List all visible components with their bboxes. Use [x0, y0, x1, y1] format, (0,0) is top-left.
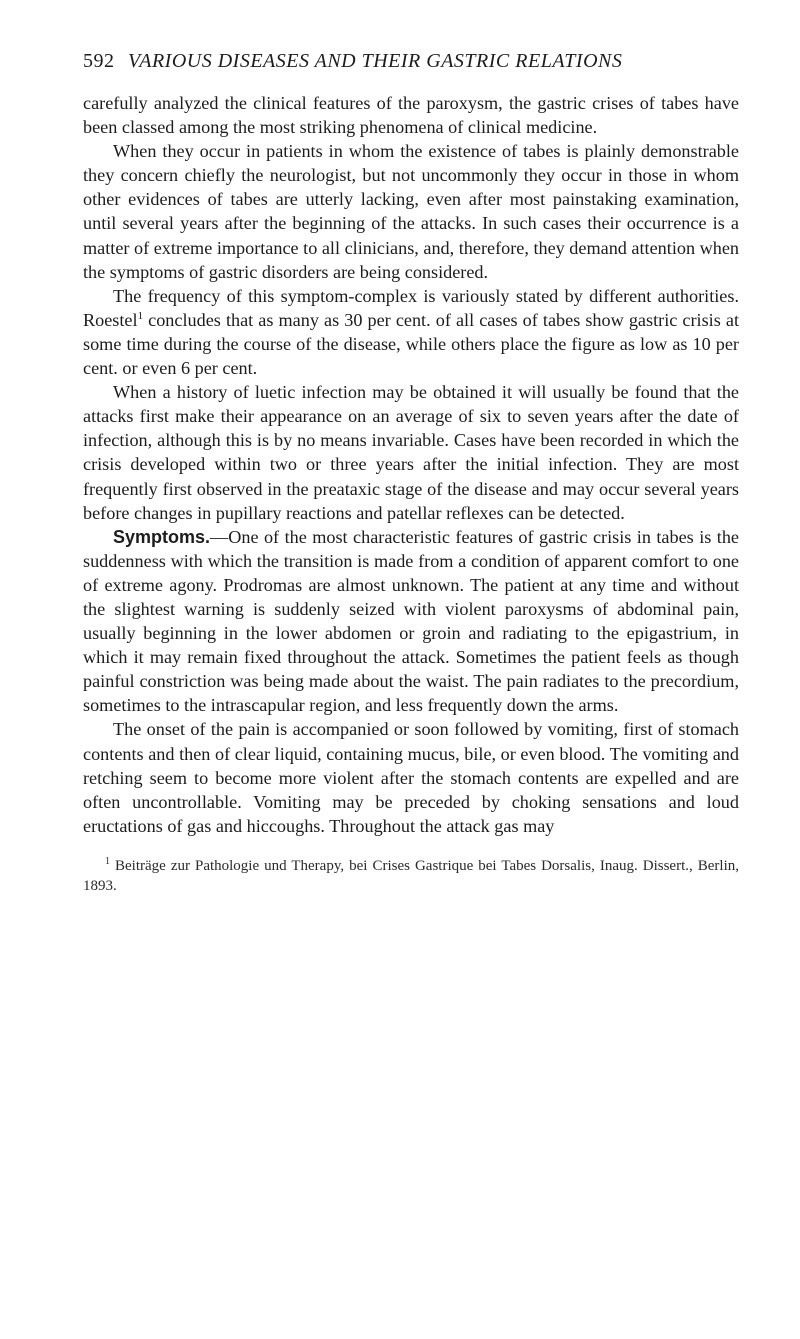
running-header — [83, 50, 739, 73]
frequency-text-before: The frequency of this symptom-complex is variously stated by different authorities. Roestel — [83, 285, 739, 330]
paragraph-tabes-demonstrable: When they occur in patients in whom the existence of tabes is plainly demonstrable they concern chiefly the neurologist, but not uncommonly they occur in those in whom other evidences of tabes are utterly lacking, even after most painstaking examination, until several years after the beginning of the attacks. In such cases their occurrence is a matter of extreme importance to all clinicians, and, therefore, they demand attention when the symptoms of gastric disorders are being considered. — [83, 141, 740, 282]
paragraph-frequency — [83, 284, 739, 380]
footnote-reference: 1 — [137, 309, 144, 322]
footnote — [83, 856, 739, 896]
frequency-text-after: concludes that as many as 30 per cent. of all cases of tabes show gastric crisis at some time during the course of the disease, while others place the figure as low as 10 per cent. or even 6 per cent. — [83, 309, 739, 379]
paragraph-symptoms — [83, 525, 739, 718]
paragraph-continuation: carefully analyzed the clinical features of the paroxysm, the gastric crises of tabes have been classed among the most striking phenomena of clinical medicine. — [83, 93, 739, 138]
footnote-text: Beiträge zur Pathologie und Therapy, bei Crises Gastrique bei Tabes Dorsalis, Inaug. Dissert., Berlin, 1893. — [83, 857, 739, 894]
paragraph-vomiting: The onset of the pain is accompanied or soon followed by vomiting, first of stomach contents and then of clear liquid, containing mucus, bile, or even blood. The vomiting and retching seem to become more violent after the stomach contents are expelled and are often uncontrollable. Vomiting may be preceded by choking sensations and loud eructations of gas and hiccoughs. Throughout the attack gas may — [83, 719, 739, 836]
book-page — [83, 50, 739, 896]
paragraph-luetic-history: When a history of luetic infection may be obtained it will usually be found that the attacks first make their appearance on an average of six to seven years after the date of infection, although this is by no means invariable. Cases have been recorded in which the crisis developed within two or three years after the initial infection. They are most frequently first observed in the preataxic stage of the disease and may occur several years before changes in pupillary reactions and patellar reflexes can be detected. — [83, 382, 739, 523]
page-number: 592 — [83, 50, 115, 72]
footnote-marker: 1 — [105, 855, 110, 867]
symptoms-text: —One of the most characteristic features of gastric crisis in tabes is the suddenness with which the transition is made from a condition of apparent comfort to one of extreme agony. Prodromas are almost unknown. The patient at any time and without the slightest warning is suddenly seized with violent paroxysms of abdominal pain, usually beginning in the lower abdomen or groin and radiating to the epigastrium, in which it may remain fixed throughout the attack. Sometimes the patient feels as though painful constriction was being made about the waist. The pain radiates to the precordium, sometimes to the intrascapular region, and less frequently down the arms. — [83, 526, 739, 716]
running-title: VARIOUS DISEASES AND THEIR GASTRIC RELATIONS — [128, 50, 623, 72]
symptoms-heading: Symptoms. — [113, 526, 211, 547]
